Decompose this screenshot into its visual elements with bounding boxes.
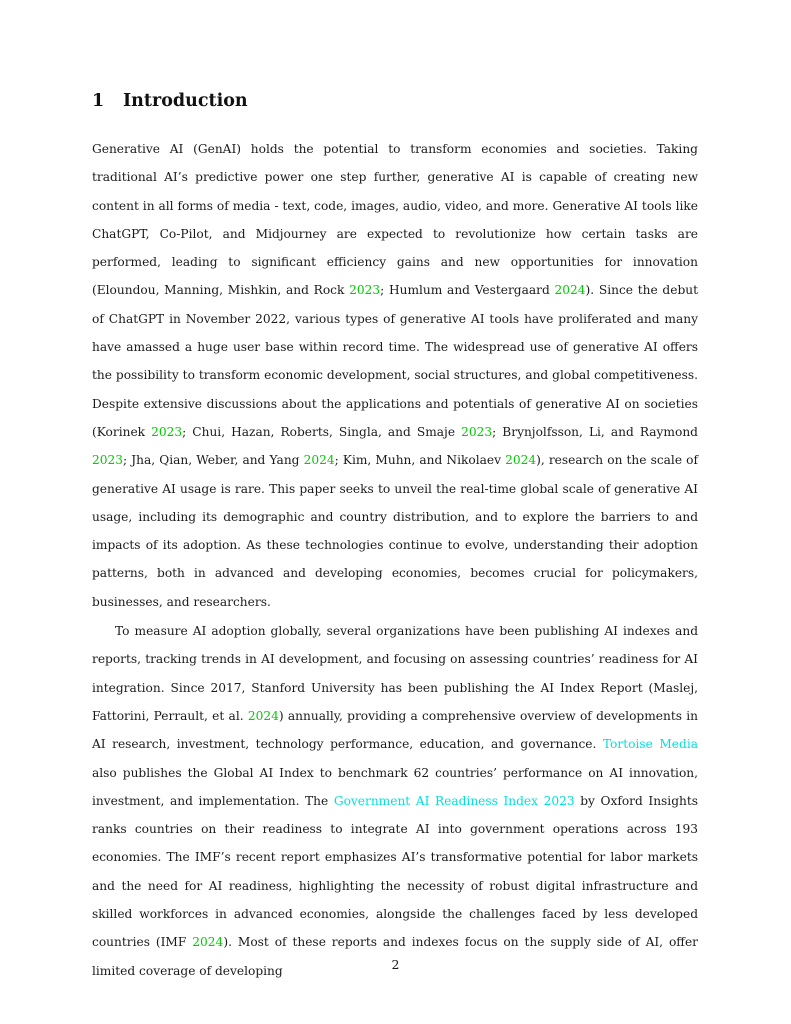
paragraph-2-text: ). Most of these reports and indexes focus on the supply side of AI, offer limited coverage of developing (92, 935, 698, 978)
citation-year-link[interactable]: 2024 (505, 453, 537, 468)
paragraph-2 (92, 617, 698, 985)
citation-year-link[interactable]: 2024 (192, 935, 224, 950)
paragraph-2-text: ) annually, providing a comprehensive overview of developments in AI research, investment, technology performance, education, and governance. (92, 708, 698, 752)
government-ai-readiness-index-link[interactable]: Government AI Readiness Index 2023 (333, 793, 575, 808)
citation-year-link[interactable]: 2024 (303, 453, 335, 468)
citation-year-link[interactable]: 2024 (554, 283, 586, 298)
paragraph-2-text: by Oxford Insights ranks countries on their readiness to integrate AI into government operations across 193 economies. The IMF’s recent report emphasizes AI’s transformative potential for labor markets and the need for AI readiness, highlighting the necessity of robust digital infrastructure and skilled workforces in advanced economies, alongside the challenges faced by less developed countries (IMF (92, 793, 699, 950)
citation-year-link[interactable]: 2024 (247, 708, 279, 723)
body-text (92, 135, 698, 985)
paragraph-1-text: ; Kim, Muhn, and Nikolaev (334, 453, 506, 468)
section-heading (92, 88, 248, 114)
paragraph-1-text: ; Brynjolfsson, Li, and Raymond (492, 424, 698, 439)
citation-year-link[interactable]: 2023 (151, 424, 183, 439)
citation-year-link[interactable]: 2023 (461, 424, 493, 439)
paragraph-1-text: Generative AI (GenAI) holds the potential to transform economies and societies. Taking traditional AI’s predictive power one step further, generative AI is capable of creating new content in all forms of media - text, code, images, audio, video, and more. Generative AI tools like ChatGPT, Co-Pilot, and Midjourney are expected to revolutionize how certain tasks are performed, leading to significant efficiency gains and new opportunities for innovation (Eloundou, Manning, Mishkin, and Rock (92, 142, 698, 298)
paragraph-1-text: ; Humlum and Vestergaard (380, 283, 555, 298)
paragraph-2-text: also publishes the Global AI Index to benchmark 62 countries’ performance on AI innovation, investment, and implementation. The (92, 765, 698, 808)
paragraph-1 (92, 135, 698, 616)
citation-year-link[interactable]: 2023 (92, 453, 124, 468)
paragraph-1-text: ), research on the scale of generative AI usage is rare. This paper seeks to unveil the real-time global scale of generative AI usage, including its demographic and country distribution, and to explore the barriers to and impacts of its adoption. As these technologies continue to evolve, understanding their adoption patterns, both in advanced and developing economies, becomes crucial for policymakers, businesses, and researchers. (92, 453, 698, 609)
citation-year-link[interactable]: 2023 (349, 283, 381, 298)
section-number: 1 (92, 91, 105, 111)
paragraph-2-text: To measure AI adoption globally, several organizations have been publishing AI indexes and reports, tracking trends in AI development, and focusing on assessing countries’ readiness for AI integration. Since 2017, Stanford University has been publishing the AI Index Report (Maslej, Fattorini, Perrault, et al. (92, 624, 698, 723)
paragraph-1-text: ; Jha, Qian, Weber, and Yang (123, 453, 304, 468)
tortoise-media-link[interactable]: Tortoise Media (602, 737, 698, 752)
page-number: 2 (391, 957, 400, 972)
paragraph-1-text: ; Chui, Hazan, Roberts, Singla, and Smaje (182, 424, 462, 439)
paragraph-1-text: ). Since the debut of ChatGPT in November 2022, various types of generative AI tools have proliferated and many have amassed a huge user base within record time. The widespread use of generative AI offers the possibility to transform economic development, social structures, and global competitiveness. Despite extensive discussions about the applications and potentials of generative AI on societies (Korinek (92, 283, 698, 439)
section-title: Introduction (123, 91, 248, 111)
